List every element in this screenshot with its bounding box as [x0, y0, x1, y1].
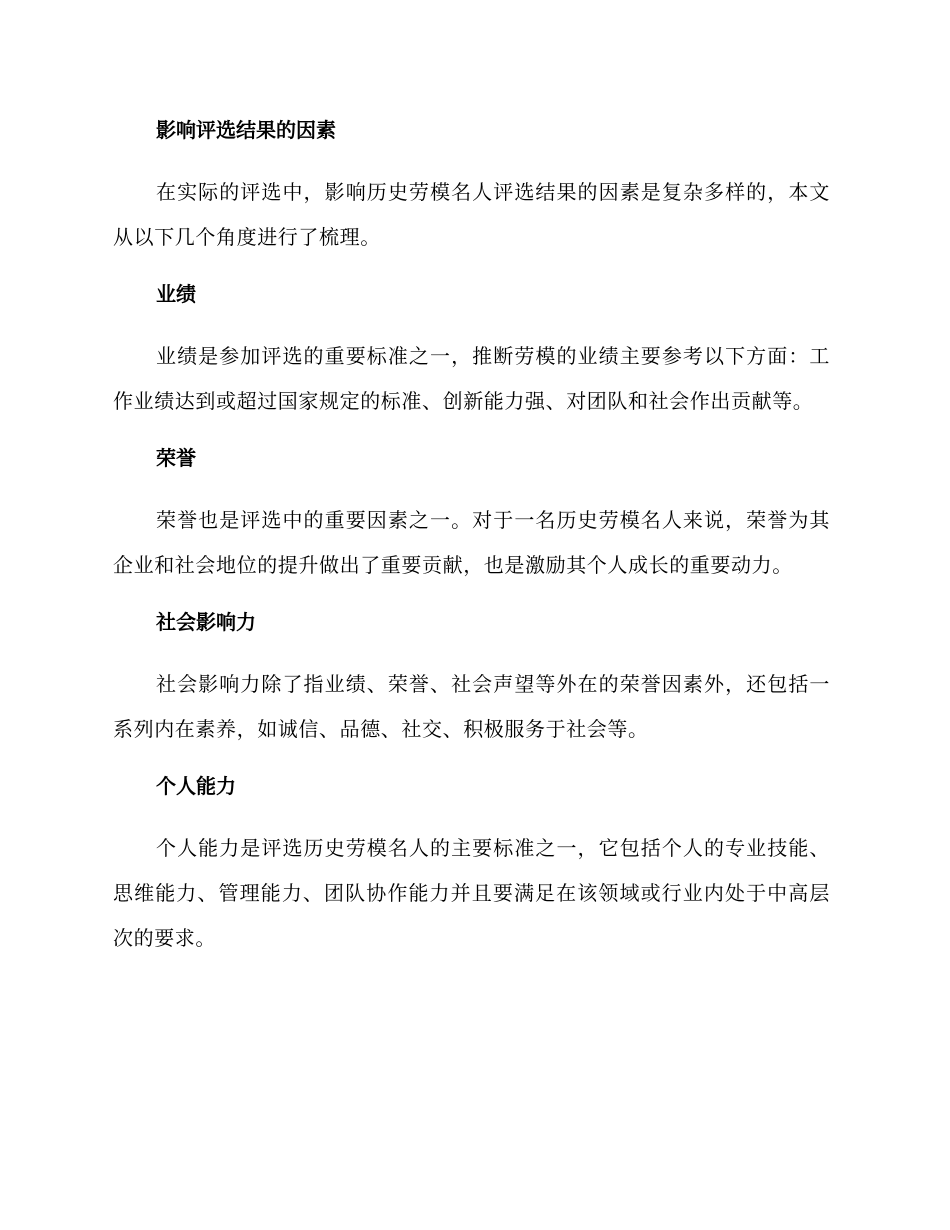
section-personal-ability	[113, 770, 830, 961]
section-paragraph: 荣誉也是评选中的重要因素之一。对于一名历史劳模名人来说，荣誉为其企业和社会地位的提升做出了重要贡献，也是激励其个人成长的重要动力。	[113, 508, 830, 577]
section-heading: 个人能力	[156, 774, 236, 798]
section-paragraph: 个人能力是评选历史劳模名人的主要标准之一，它包括个人的专业技能、思维能力、管理能力、团队协作能力并且要满足在该领域或行业内处于中高层次的要求。	[113, 836, 830, 950]
section-heading: 社会影响力	[156, 610, 256, 634]
document-title: 影响评选结果的因素	[156, 118, 336, 142]
intro-paragraph: 在实际的评选中，影响历史劳模名人评选结果的因素是复杂多样的，本文从以下几个角度进行了梳理。	[113, 180, 830, 249]
section-paragraph: 社会影响力除了指业绩、荣誉、社会声望等外在的荣誉因素外，还包括一系列内在素养，如诚信、品德、社交、积极服务于社会等。	[113, 672, 830, 741]
section-paragraph: 业绩是参加评选的重要标准之一，推断劳模的业绩主要参考以下方面：工作业绩达到或超过国家规定的标准、创新能力强、对团队和社会作出贡献等。	[113, 344, 830, 413]
section-social-influence	[113, 606, 830, 752]
section-performance	[113, 278, 830, 424]
section-heading: 荣誉	[156, 446, 196, 470]
section-honor	[113, 442, 830, 588]
section-heading: 业绩	[156, 282, 196, 306]
